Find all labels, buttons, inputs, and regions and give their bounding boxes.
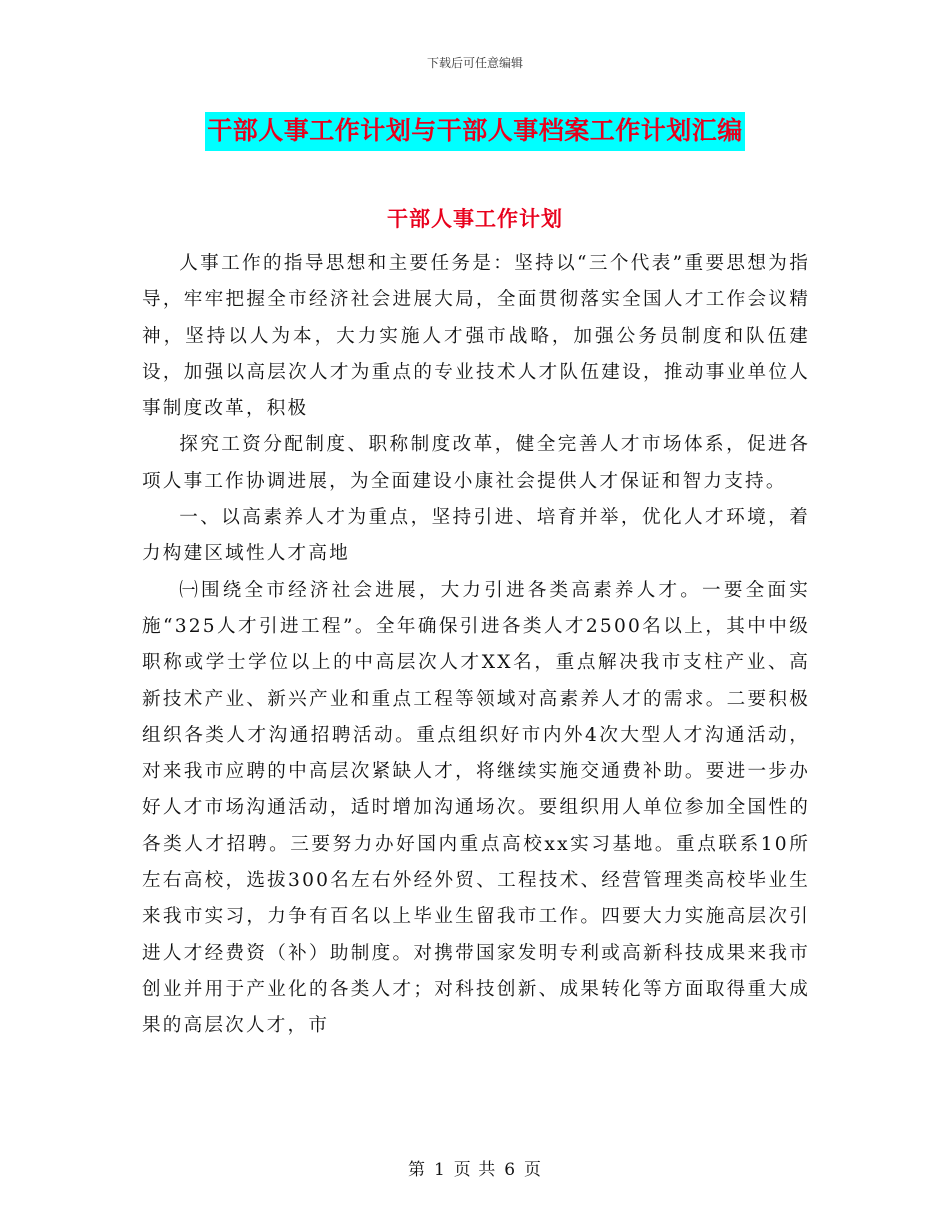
body-text — [142, 246, 810, 1045]
section-title: 干部人事工作计划 — [387, 206, 563, 231]
paragraph: 一、以高素养人才为重点，坚持引进、培育并举，优化人才环境，着力构建区域性人才高地 — [142, 507, 810, 565]
document-title-container — [0, 112, 950, 151]
footer-total-pages: 6 — [504, 1160, 517, 1180]
paragraph: 探究工资分配制度、职称制度改革，健全完善人才市场体系，促进各项人事工作协调进展，为全面建设小康社会提供人才保证和智力支持。 — [142, 434, 810, 492]
footer-prefix: 第 — [407, 1160, 426, 1180]
paragraph: 人事工作的指导思想和主要任务是：坚持以“三个代表”重要思想为指导，牢牢把握全市经济社会进展大局，全面贯彻落实全国人才工作会议精神，坚持以人为本，大力实施人才强市战略，加强公务员制度和队伍建设，加强以高层次人才为重点的专业技术人才队伍建设，推动事业单位人事制度改革，积极 — [142, 253, 810, 420]
paragraph: ㈠围绕全市经济社会进展，大力引进各类高素养人才。一要全面实施“325人才引进工程”。全年确保引进各类人才2500名以上，其中中级职称或学士学位以上的中高层次人才XX名，重点解决我市支柱产业、高新技术产业、新兴产业和重点工程等领域对高素养人才的需求。二要积极组织各类人才沟通招聘活动。重点组织好市内外4次大型人才沟通活动，对来我市应聘的中高层次紧缺人才，将继续实施交通费补助。要进一步办好人才市场沟通活动，适时增加沟通场次。要组织用人单位参加全国性的各类人才招聘。三要努力办好国内重点高校xx实习基地。重点联系10所左右高校，选拔300名左右外经外贸、工程技术、经营管理类高校毕业生来我市实习，力争有百名以上毕业生留我市工作。四要大力实施高层次引进人才经费资（补）助制度。对携带国家发明专利或高新科技成果来我市创业并用于产业化的各类人才；对科技创新、成果转化等方面取得重大成果的高层次人才，市 — [142, 579, 810, 1037]
document-title: 干部人事工作计划与干部人事档案工作计划汇编 — [205, 112, 745, 151]
footer-page-number: 1 — [433, 1160, 446, 1180]
header-note: 下载后可任意编辑 — [426, 56, 523, 70]
footer-middle: 页 共 — [453, 1160, 497, 1180]
page-footer — [0, 1155, 950, 1180]
footer-suffix: 页 — [524, 1160, 543, 1180]
